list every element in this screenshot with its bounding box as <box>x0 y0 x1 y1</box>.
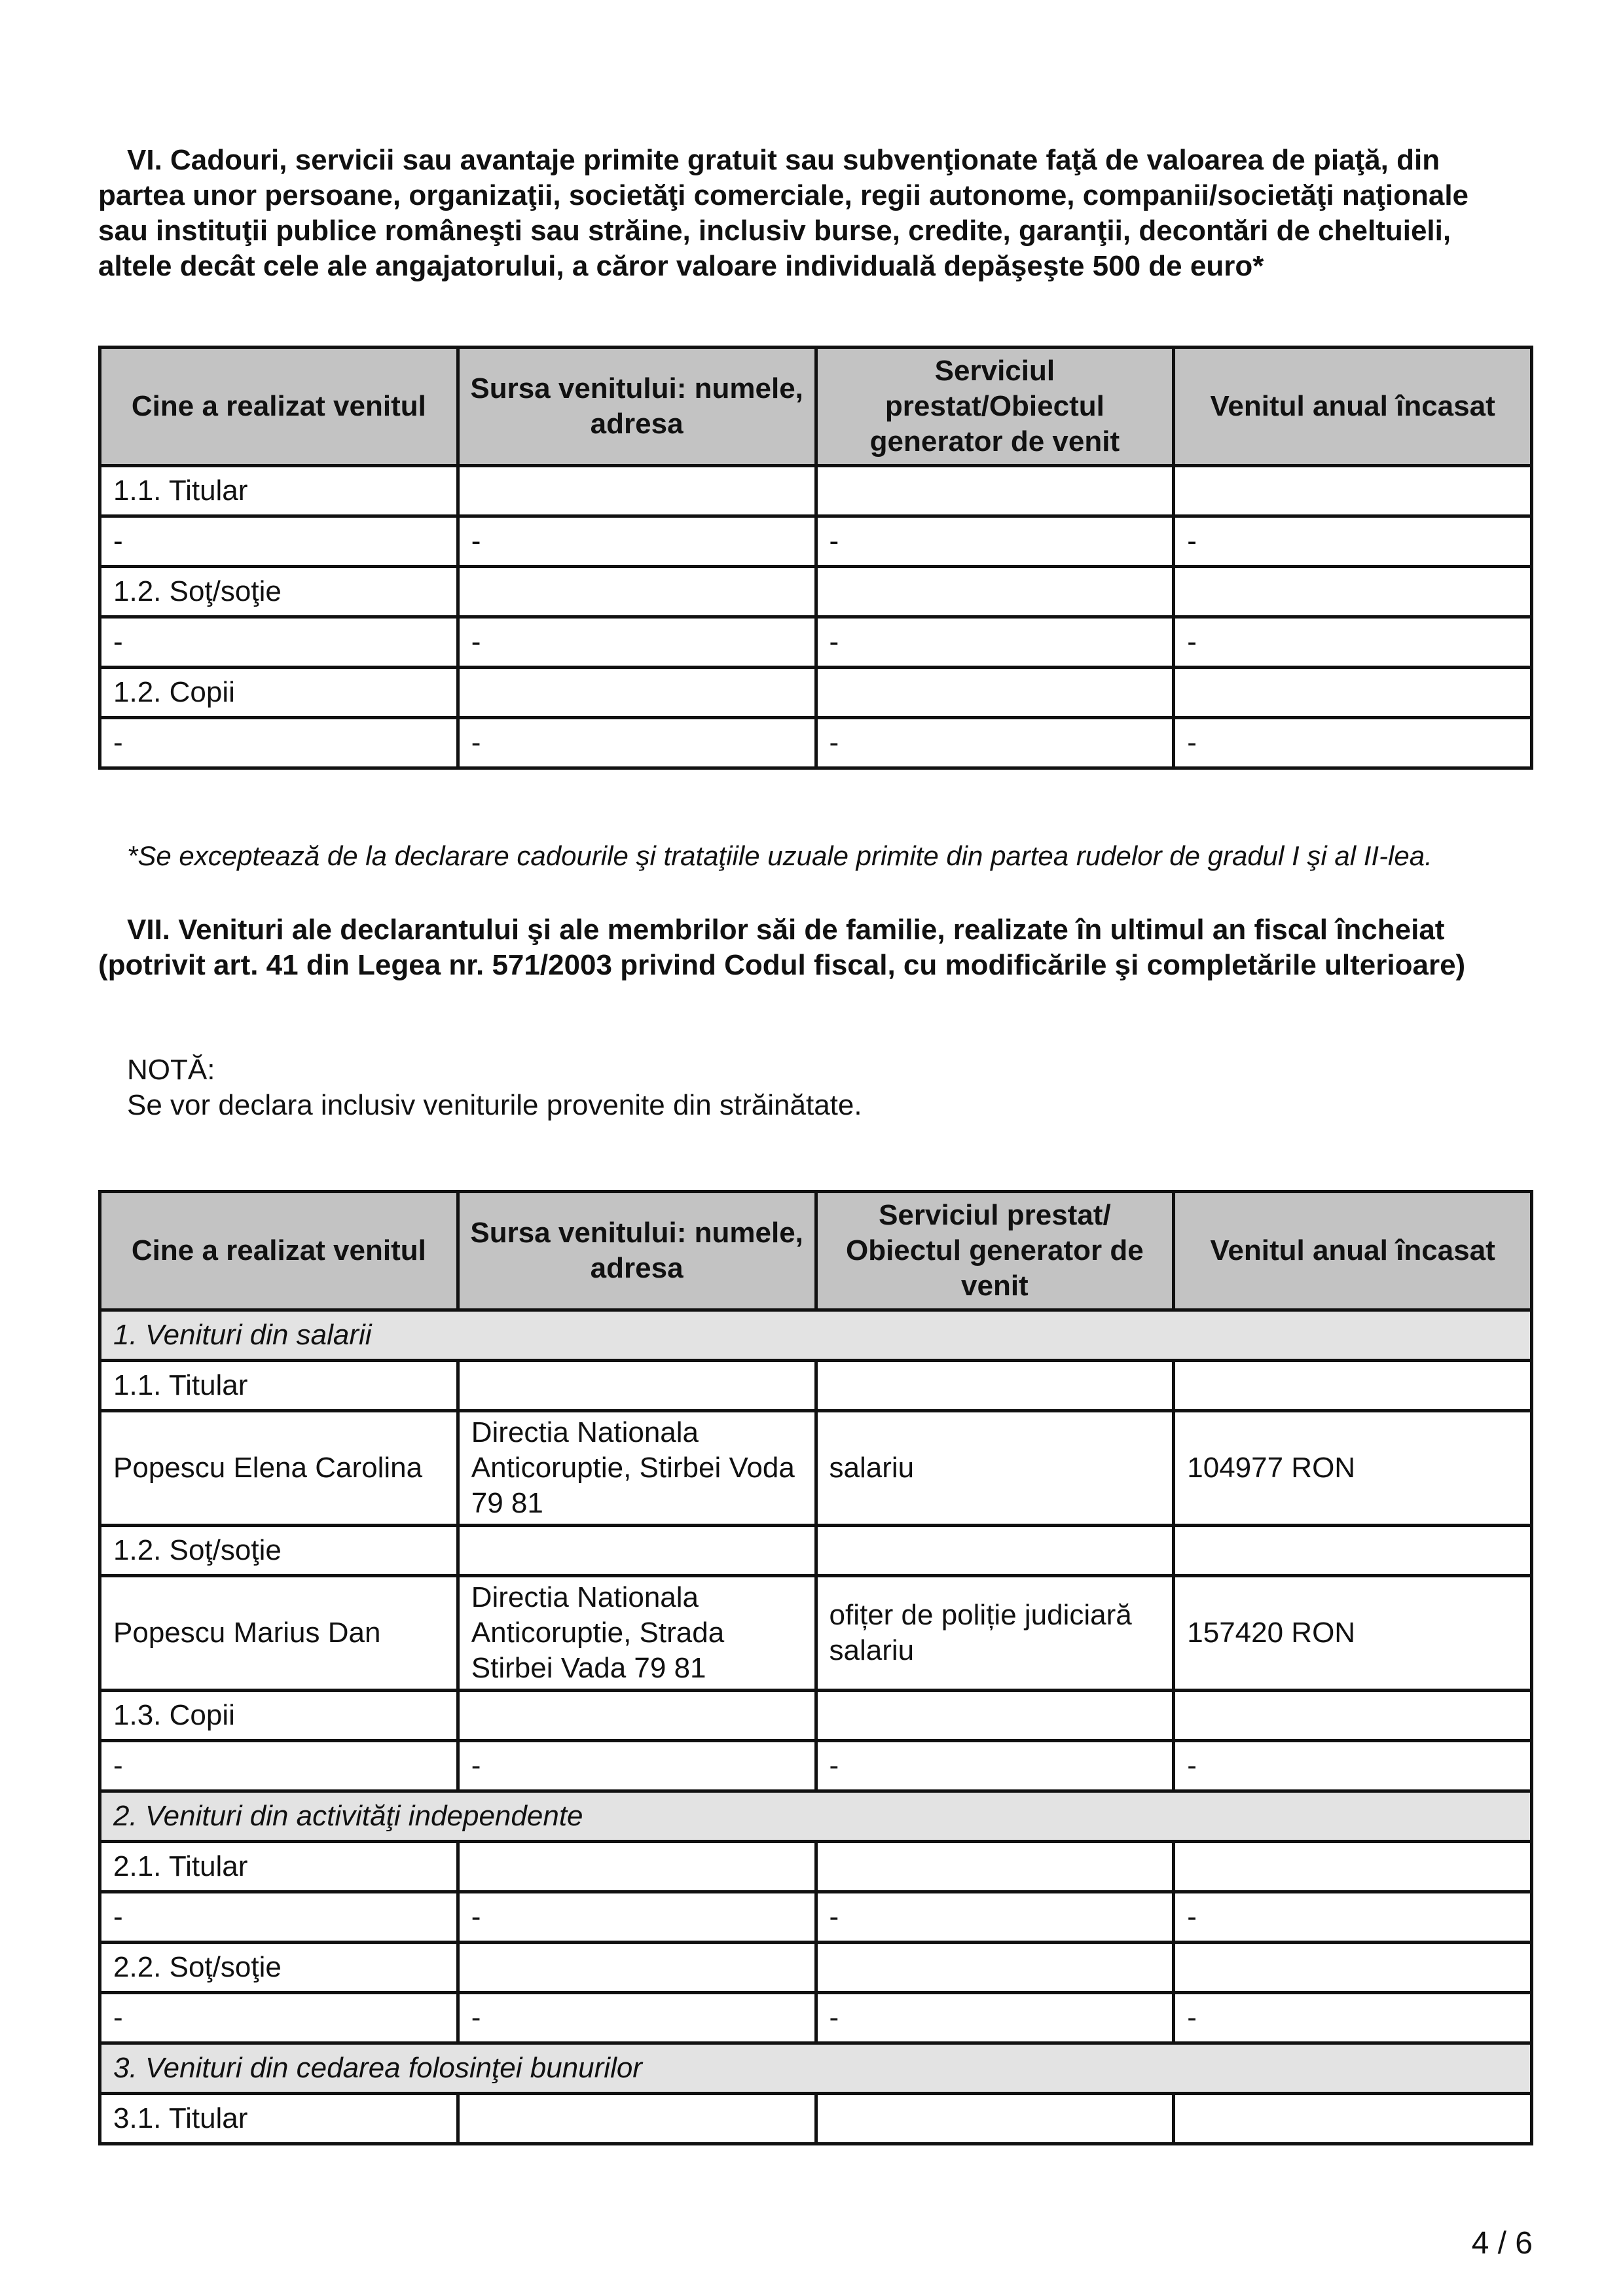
table-row <box>100 617 1532 668</box>
table-cell <box>816 2094 1174 2144</box>
table-cell: 1.1. Titular <box>100 1361 458 1411</box>
table-cell: - <box>458 1993 816 2043</box>
table-cell <box>816 567 1174 617</box>
table-cell <box>458 1691 816 1741</box>
table-cell: - <box>816 617 1174 668</box>
table-cell <box>458 668 816 718</box>
table-cell <box>816 1361 1174 1411</box>
table-cell: - <box>458 1892 816 1943</box>
column-header-who: Cine a realizat venitul <box>100 1192 458 1310</box>
column-header-who: Cine a realizat venitul <box>100 348 458 466</box>
table-cell: Popescu Marius Dan <box>100 1576 458 1691</box>
table-cell: 1.3. Copii <box>100 1691 458 1741</box>
column-header-service: Serviciul prestat/ Obiectul generator de venit <box>816 1192 1174 1310</box>
gifts-footnote: *Se exceptează de la declarare cadourile şi trataţiile uzuale primite din partea rudelor de gradul I şi al II-lea. <box>127 840 1432 871</box>
table-cell <box>458 1526 816 1576</box>
table-row <box>100 718 1532 768</box>
page-number: 4 / 6 <box>1471 2226 1533 2261</box>
table-row <box>100 1361 1532 1411</box>
table-cell <box>458 1361 816 1411</box>
income-table-header <box>100 1192 1532 1310</box>
column-header-source: Sursa venitului: numele, adresa <box>458 348 816 466</box>
table-cell: 2.2. Soţ/soţie <box>100 1943 458 1993</box>
table-cell <box>1174 567 1532 617</box>
table-cell <box>816 466 1174 516</box>
table-cell <box>458 1943 816 1993</box>
table-cell: - <box>100 617 458 668</box>
table-row <box>100 567 1532 617</box>
table-cell <box>816 668 1174 718</box>
table-cell: Directia Nationala Anticoruptie, Strada Stirbei Vada 79 81 <box>458 1576 816 1691</box>
table-row <box>100 1842 1532 1892</box>
table-cell: 3.1. Titular <box>100 2094 458 2144</box>
table-cell <box>1174 668 1532 718</box>
table-cell: - <box>1174 516 1532 567</box>
table-row <box>100 1691 1532 1741</box>
table-cell: - <box>1174 718 1532 768</box>
gifts-table <box>98 346 1533 770</box>
table-cell <box>816 1943 1174 1993</box>
table-cell: 1.2. Copii <box>100 668 458 718</box>
table-cell <box>816 1842 1174 1892</box>
table-row <box>100 2094 1532 2144</box>
column-header-income: Venitul anual încasat <box>1174 1192 1532 1310</box>
column-header-income: Venitul anual încasat <box>1174 348 1532 466</box>
table-cell: - <box>816 1993 1174 2043</box>
table-row <box>100 1943 1532 1993</box>
table-row <box>100 1411 1532 1526</box>
table-cell <box>1174 466 1532 516</box>
section-label: 2. Venituri din activităţi independente <box>100 1791 1532 1842</box>
table-cell: - <box>458 1741 816 1791</box>
table-row <box>100 1993 1532 2043</box>
table-cell <box>1174 1943 1532 1993</box>
table-cell: - <box>816 516 1174 567</box>
gifts-table-header <box>100 348 1532 466</box>
table-cell: Popescu Elena Carolina <box>100 1411 458 1526</box>
table-cell: - <box>816 718 1174 768</box>
table-cell: Directia Nationala Anticoruptie, Stirbei Voda 79 81 <box>458 1411 816 1526</box>
table-cell: - <box>100 516 458 567</box>
table-cell: salariu <box>816 1411 1174 1526</box>
table-cell: 104977 RON <box>1174 1411 1532 1526</box>
table-cell: - <box>100 1741 458 1791</box>
table-cell: - <box>458 617 816 668</box>
nota-label: NOTĂ: <box>127 1054 215 1086</box>
table-row <box>100 668 1532 718</box>
section-vi-heading: VI. Cadouri, servicii sau avantaje primite gratuit sau subvenţionate faţă de valoarea de piaţă, din partea unor persoane, organizaţii, societăţi comerciale, regii autonome, companii/societăţi naţionale sau instituţii publice româneşti sau străine, inclusiv burse, credite, garanţii, decontări de cheltuieli, altele decât cele ale angajatorului, a căror valoare individuală depăşeşte 500 de euro* <box>98 144 1469 282</box>
table-row <box>100 1526 1532 1576</box>
table-cell: ofițer de poliție judiciară salariu <box>816 1576 1174 1691</box>
table-cell <box>1174 1691 1532 1741</box>
table-cell: - <box>458 718 816 768</box>
table-cell: - <box>816 1892 1174 1943</box>
table-cell <box>458 567 816 617</box>
section-vii-heading: VII. Venituri ale declarantului şi ale membrilor săi de familie, realizate în ultimul an fiscal încheiat (potrivit art. 41 din Legea nr. 571/2003 privind Codul fiscal, cu modificările şi completările ulterioare) <box>98 914 1466 981</box>
table-cell <box>816 1526 1174 1576</box>
table-cell: - <box>100 718 458 768</box>
table-cell <box>816 1691 1174 1741</box>
section-row <box>100 1791 1532 1842</box>
table-cell: 157420 RON <box>1174 1576 1532 1691</box>
section-row <box>100 1310 1532 1361</box>
nota-text: Se vor declara inclusiv veniturile provenite din străinătate. <box>127 1089 862 1121</box>
section-label: 1. Venituri din salarii <box>100 1310 1532 1361</box>
income-table <box>98 1190 1533 2145</box>
section-label: 3. Venituri din cedarea folosinţei bunurilor <box>100 2043 1532 2094</box>
table-row <box>100 516 1532 567</box>
table-cell <box>1174 1361 1532 1411</box>
table-cell: - <box>100 1892 458 1943</box>
column-header-service: Serviciul prestat/Obiectul generator de venit <box>816 348 1174 466</box>
table-row <box>100 1741 1532 1791</box>
table-cell <box>458 2094 816 2144</box>
table-cell: - <box>1174 1993 1532 2043</box>
table-cell: - <box>100 1993 458 2043</box>
table-cell: 2.1. Titular <box>100 1842 458 1892</box>
table-cell: 1.1. Titular <box>100 466 458 516</box>
table-cell <box>1174 2094 1532 2144</box>
table-cell <box>458 1842 816 1892</box>
table-cell: - <box>1174 617 1532 668</box>
table-cell <box>1174 1842 1532 1892</box>
table-cell: - <box>458 516 816 567</box>
table-cell: - <box>1174 1892 1532 1943</box>
table-cell <box>458 466 816 516</box>
table-cell: - <box>1174 1741 1532 1791</box>
table-cell: 1.2. Soţ/soţie <box>100 567 458 617</box>
table-row <box>100 1576 1532 1691</box>
table-cell: 1.2. Soţ/soţie <box>100 1526 458 1576</box>
column-header-source: Sursa venitului: numele, adresa <box>458 1192 816 1310</box>
table-cell <box>1174 1526 1532 1576</box>
table-row <box>100 466 1532 516</box>
table-cell: - <box>816 1741 1174 1791</box>
table-row <box>100 1892 1532 1943</box>
section-row <box>100 2043 1532 2094</box>
